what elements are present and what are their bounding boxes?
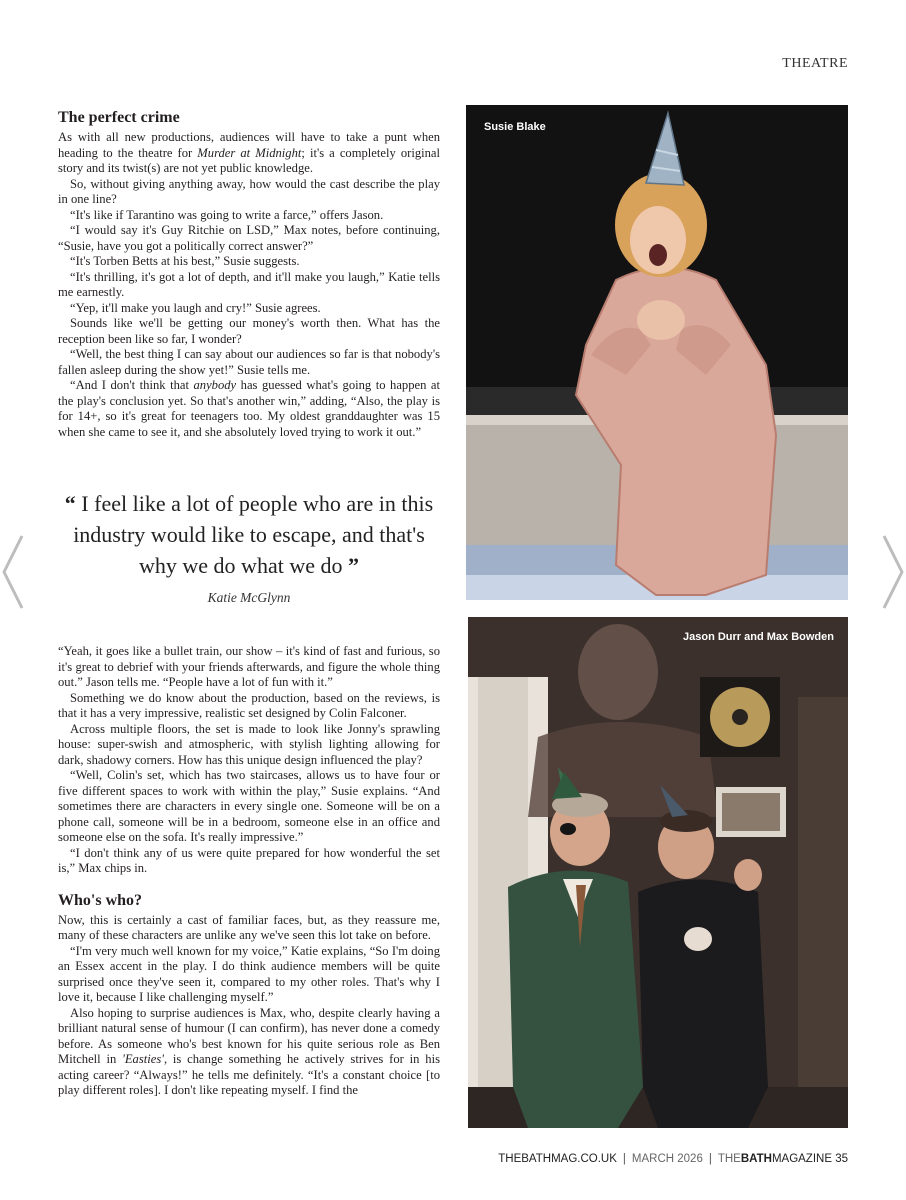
article-column-top [58,108,440,440]
paragraph: “I don't think any of us were quite prepared for how wonderful the set is,” Max chips in. [58,845,440,875]
paragraph: Sounds like we'll be getting our money's worth then. What has the reception been like so far, I wonder? [58,316,440,346]
chevron-right-icon [880,532,906,612]
paragraph: “Well, the best thing I can say about our audiences so far is that nobody's fallen asleep during the show yet!” Susie tells me. [58,347,440,377]
paragraph: “Yeah, it goes like a bullet train, our show – it's kind of fast and furious, so it's great to debrief with your friends afterwards, and figure the whole thing out.” Jason tells me. “People have a lot of fun with it.” [58,644,440,689]
heading-perfect-crime: The perfect crime [58,109,180,126]
pull-quote-text: I feel like a lot of people who are in this industry would like to escape, and that's why we do what we do [73,491,434,578]
paragraph: As with all new productions, audiences will have to take a punt when heading to the theatre for Murder at Midnight; it's a completely original story and its twist(s) are not yet public knowledge. [58,130,441,175]
photo-jason-durr-max-bowden [468,617,848,1128]
paragraph: “It's Torben Betts at his best,” Susie suggests. [70,254,300,268]
paragraph: Something we do know about the production, based on the reviews, is that it has a very impressive, realistic set designed by Colin Falconer. [58,690,440,720]
section-label: THEATRE [782,56,848,71]
next-page-arrow[interactable] [880,532,906,612]
photo-jason-max-illustration [468,617,848,1128]
paragraph: “I'm very much well known for my voice,” Katie explains, “So I'm doing an Essex accent in the play. I do think audience members will be quite surprised once they've seen it, compared to my other roles. That's why I love it, because I like challenging myself.” [58,943,440,1004]
photo-caption-susie: Susie Blake [484,121,546,133]
paragraph: “It's like if Tarantino was going to write a farce,” offers Jason. [70,207,384,222]
page-number: 35 [835,1153,848,1165]
pull-quote-attribution: Katie McGlynn [207,590,291,605]
page-footer: THEBATHMAG.CO.UK | MARCH 2026 | THEBATHMAGAZINE 35 [498,1153,848,1165]
article-column-bottom [58,644,440,1099]
paragraph: “Well, Colin's set, which has two staircases, allows us to have four or five different spaces to work with within the play,” Susie explains. “And sometimes there are characters in every single one. Someone will be on a phone call, someone will be in a bedroom, someone else in an office and someone else on the sofa. It's really impressive.” [58,768,440,844]
pull-quote [58,488,440,581]
photo-susie-blake-illustration [466,105,848,600]
close-quote-mark: ” [347,553,359,578]
paragraph: Now, this is certainly a cast of familiar faces, but, as they reassure me, many of these characters are unlike any we've seen this lot take on before. [58,912,440,942]
open-quote-mark: “ [64,491,76,516]
paragraph: “I would say it's Guy Ritchie on LSD,” Max notes, before continuing, “Susie, have you got a politically correct answer?” [58,223,440,253]
previous-page-arrow[interactable] [0,532,26,612]
paragraph: So, without giving anything away, how would the cast describe the play in one line? [58,176,440,206]
footer-brand-magazine: MAGAZINE [771,1153,832,1165]
photo-caption-jason-max: Jason Durr and Max Bowden [683,631,834,643]
paragraph: “And I don't think that anybody has guessed what's going to happen at the play's conclusion yet. So that's another win,” adding, “Also, the play is for 14+, so it's great for teenagers too. My oldest granddaughter was 15 when she came to see it, and she absolutely loved trying to work it out.” [58,378,440,439]
footer-issue: MARCH 2026 [631,1153,703,1165]
chevron-left-icon [0,532,26,612]
paragraph: “It's thrilling, it's got a lot of depth, and it'll make you laugh,” Katie tells me earnestly. [58,269,440,299]
footer-brand-bath: BATH [740,1153,772,1165]
paragraph: “Yep, it'll make you laugh and cry!” Susie agrees. [70,300,321,315]
footer-site: THEBATHMAG.CO.UK [498,1153,617,1165]
heading-whos-who: Who's who? [58,891,143,909]
paragraph: Also hoping to surprise audiences is Max, who, despite clearly having a brilliant natural sense of humour (I can confirm), has never done a comedy before. As someone who's best known for his quite serious role as Ben Mitchell in 'Easties', is change something he actively strives for in his acting career? “Always!” he tells me definitely. “It's a constant choice [to play different roles]. I don't like repeating myself. I find the [58,1005,440,1097]
paragraph: Across multiple floors, the set is made to look like Jonny's sprawling house: super-swish and atmospheric, with stylish lighting allowing for dark, shadowy corners. How has this unique design influenced the play? [58,721,440,767]
footer-brand-the: THE [717,1153,741,1165]
photo-susie-blake [466,105,848,600]
